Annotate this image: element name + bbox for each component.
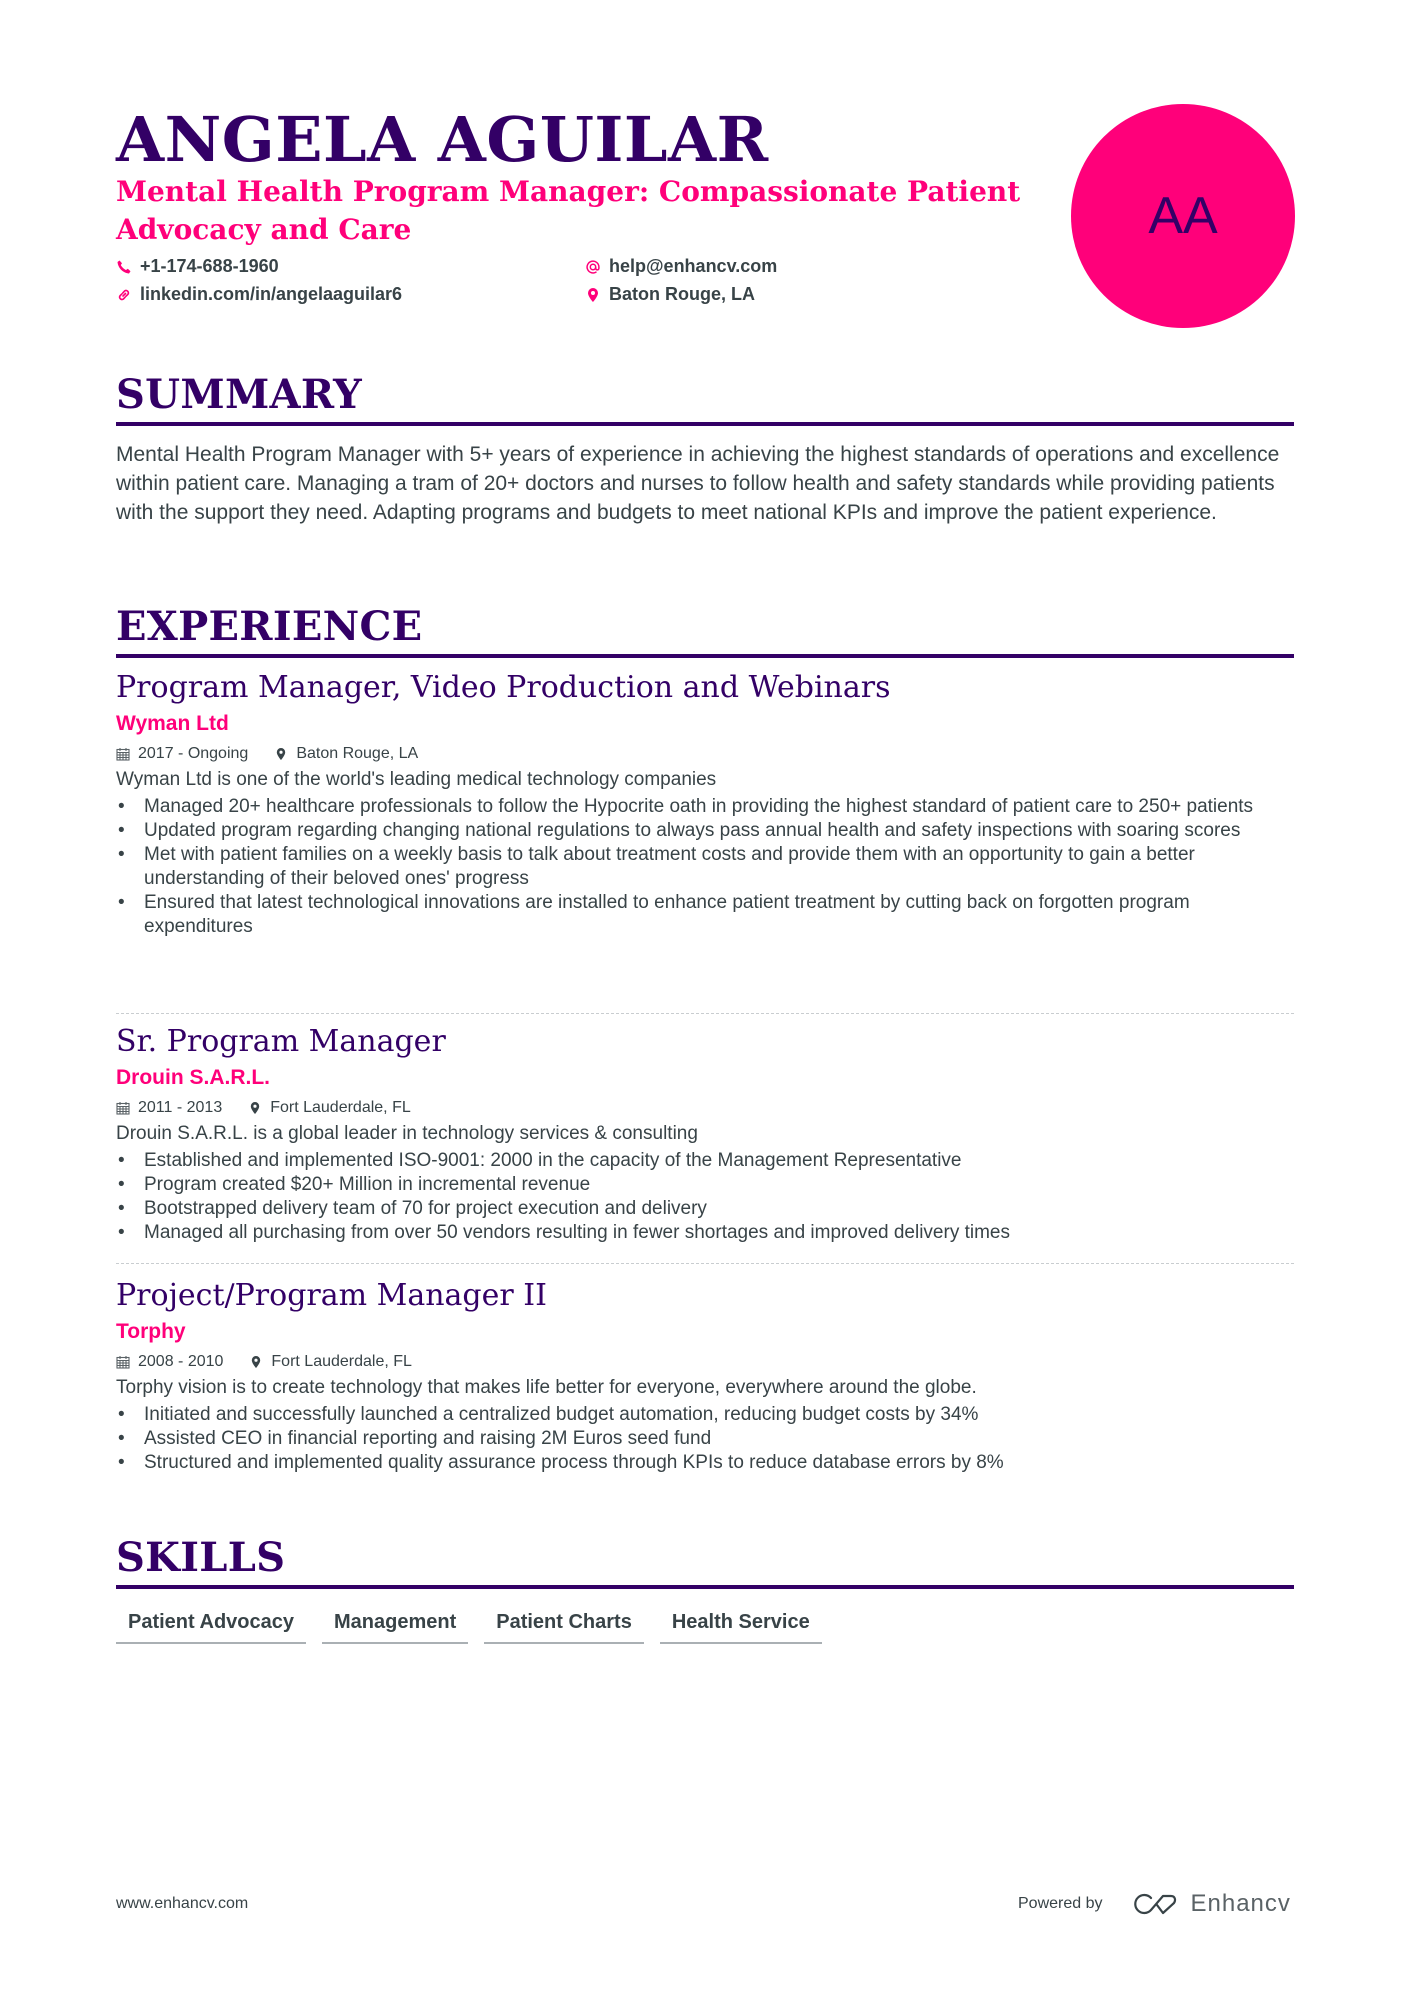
calendar-icon bbox=[116, 1101, 130, 1115]
phone-text: +1-174-688-1960 bbox=[140, 256, 279, 276]
footer-website[interactable]: www.enhancv.com bbox=[116, 1895, 249, 1912]
map-pin-icon bbox=[274, 747, 288, 761]
job-title: Sr. Program Manager bbox=[116, 1024, 446, 1059]
skill-tag: Health Service bbox=[660, 1608, 822, 1644]
summary-heading: SUMMARY bbox=[116, 371, 363, 418]
entry-divider bbox=[116, 1263, 1294, 1264]
map-pin-icon bbox=[248, 1101, 262, 1115]
map-pin-icon bbox=[249, 1355, 263, 1369]
map-pin-icon bbox=[585, 287, 601, 303]
achievement-item: • Managed 20+ healthcare professionals to follow the Hypocrite oath in providing the highest standard of patient care to 250+ patients bbox=[116, 795, 1294, 819]
skills-heading: SKILLS bbox=[116, 1534, 286, 1581]
achievement-item: • Managed all purchasing from over 50 vendors resulting in fewer shortages and improved delivery times bbox=[116, 1221, 1294, 1245]
powered-by-label: Powered by bbox=[1018, 1895, 1103, 1912]
job-meta bbox=[116, 1095, 1294, 1121]
job-meta bbox=[116, 741, 1294, 767]
email-text: help@enhancv.com bbox=[609, 256, 778, 276]
enhancv-brand: Enhancv bbox=[1190, 1890, 1291, 1917]
achievement-item: • Assisted CEO in financial reporting and raising 2M Euros seed fund bbox=[116, 1427, 1294, 1451]
achievement-item: • Met with patient families on a weekly basis to talk about treatment costs and provide them with an opportunity to gain a better understanding of their beloved ones' progress bbox=[116, 843, 1294, 891]
achievement-item: • Ensured that latest technological innovations are installed to enhance patient treatment by cutting back on forgotten program expenditures bbox=[116, 891, 1294, 939]
at-icon bbox=[585, 259, 601, 275]
achievement-item: • Established and implemented ISO-9001: 2000 in the capacity of the Management Representative bbox=[116, 1149, 1294, 1173]
job-dates: 2017 - Ongoing bbox=[116, 741, 248, 767]
achievement-list bbox=[116, 1149, 1294, 1245]
achievement-item: • Updated program regarding changing national regulations to always pass annual health and safety inspections with soaring scores bbox=[116, 819, 1294, 843]
job-title: Project/Program Manager II bbox=[116, 1278, 547, 1313]
experience-section-header bbox=[116, 604, 1294, 658]
company-description: Wyman Ltd is one of the world's leading medical technology companies bbox=[116, 769, 717, 790]
calendar-icon bbox=[116, 747, 130, 761]
achievement-list bbox=[116, 795, 1294, 939]
company-name: Wyman Ltd bbox=[116, 712, 229, 735]
achievement-list bbox=[116, 1403, 1294, 1475]
footer-branding[interactable] bbox=[1018, 1890, 1291, 1918]
experience-entry bbox=[116, 1023, 1294, 1245]
job-location: Fort Lauderdale, FL bbox=[249, 1349, 412, 1375]
calendar-icon bbox=[116, 1355, 130, 1369]
achievement-item: • Initiated and successfully launched a centralized budget automation, reducing budget costs by 34% bbox=[116, 1403, 1294, 1427]
company-name: Drouin S.A.R.L. bbox=[116, 1066, 270, 1089]
contact-linkedin[interactable] bbox=[116, 284, 402, 305]
linkedin-text: linkedin.com/in/angelaaguilar6 bbox=[140, 284, 403, 304]
contact-email[interactable] bbox=[585, 256, 777, 277]
company-description: Drouin S.A.R.L. is a global leader in technology services & consulting bbox=[116, 1123, 698, 1144]
skill-tag: Patient Charts bbox=[484, 1608, 644, 1644]
contact-phone[interactable] bbox=[116, 256, 279, 277]
link-icon bbox=[116, 287, 132, 303]
job-meta bbox=[116, 1349, 1294, 1375]
job-location: Fort Lauderdale, FL bbox=[248, 1095, 411, 1121]
enhancv-logo-icon bbox=[1131, 1891, 1179, 1917]
skill-tag: Patient Advocacy bbox=[116, 1608, 306, 1644]
experience-entry bbox=[116, 1277, 1294, 1475]
avatar-initials: AA bbox=[1148, 187, 1218, 245]
achievement-item: • Bootstrapped delivery team of 70 for project execution and delivery bbox=[116, 1197, 1294, 1221]
company-name: Torphy bbox=[116, 1320, 186, 1343]
job-dates: 2008 - 2010 bbox=[116, 1349, 223, 1375]
job-location: Baton Rouge, LA bbox=[274, 741, 418, 767]
location-text: Baton Rouge, LA bbox=[609, 284, 755, 304]
achievement-item: • Program created $20+ Million in incremental revenue bbox=[116, 1173, 1294, 1197]
achievement-item: • Structured and implemented quality assurance process through KPIs to reduce database errors by 8% bbox=[116, 1451, 1294, 1475]
section-rule bbox=[116, 422, 1294, 426]
company-description: Torphy vision is to create technology that makes life better for everyone, everywhere around the globe. bbox=[116, 1377, 977, 1398]
skills-list bbox=[116, 1608, 838, 1644]
contact-location bbox=[585, 284, 755, 305]
phone-icon bbox=[116, 259, 132, 275]
candidate-name: ANGELA AGUILAR bbox=[116, 103, 769, 176]
section-rule bbox=[116, 654, 1294, 658]
skills-section-header bbox=[116, 1535, 1294, 1589]
job-dates: 2011 - 2013 bbox=[116, 1095, 222, 1121]
entry-divider bbox=[116, 1013, 1294, 1014]
candidate-title: Mental Health Program Manager: Compassionate Patient Advocacy and Care bbox=[116, 175, 1021, 246]
avatar bbox=[1071, 104, 1295, 328]
section-rule bbox=[116, 1585, 1294, 1589]
experience-heading: EXPERIENCE bbox=[116, 603, 423, 650]
job-title: Program Manager, Video Production and Webinars bbox=[116, 670, 891, 705]
summary-section-header bbox=[116, 372, 1294, 426]
summary-text: Mental Health Program Manager with 5+ years of experience in achieving the highest standards of operations and excellence within patient care. Managing a tram of 20+ doctors and nurses to follow health and safety standards while providing patients with the support they need. Adapting programs and budgets to meet national KPIs and improve the patient experience. bbox=[116, 443, 1280, 524]
skill-tag: Management bbox=[322, 1608, 468, 1644]
experience-entry bbox=[116, 669, 1294, 939]
